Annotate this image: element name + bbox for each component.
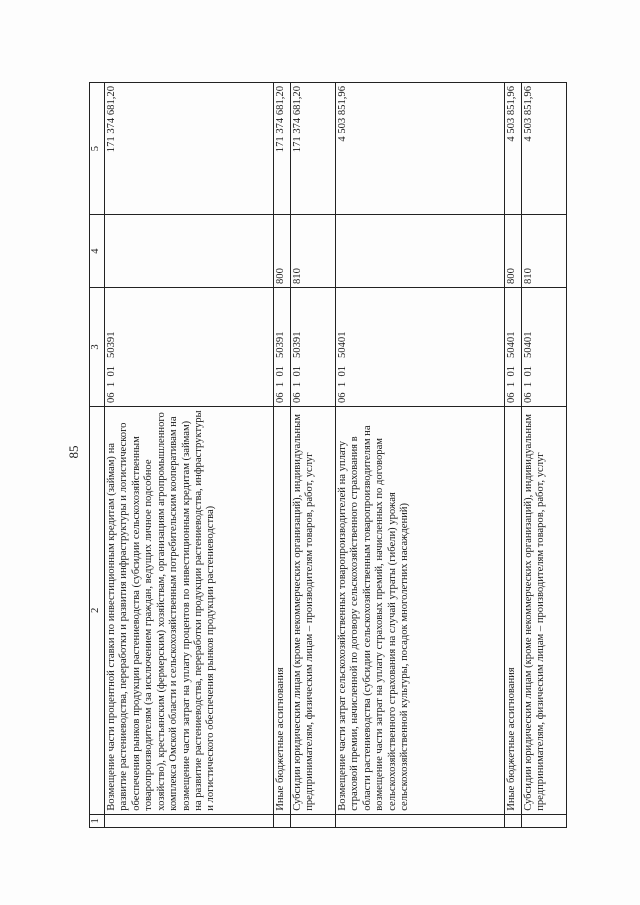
expense-type-cell: 810 <box>291 215 336 288</box>
amount-cell: 171 374 681,20 <box>273 83 290 215</box>
page-number: 85 <box>66 445 81 459</box>
expense-type-cell: 800 <box>273 215 290 288</box>
description-cell: Субсидии юридическим лицам (кроме некоммерческих организаций), индивидуальным предпринимателям, физическим лицам – производителям товаров, работ, услуг <box>291 407 336 815</box>
header-col-5: 5 <box>90 83 105 215</box>
table-row <box>521 83 566 828</box>
expense-type-cell <box>105 215 274 288</box>
row-number-cell <box>105 814 274 827</box>
rotated-document <box>65 72 575 832</box>
header-col-2: 2 <box>90 407 105 815</box>
expense-type-cell <box>336 215 505 288</box>
row-number-cell <box>504 814 521 827</box>
amount-cell: 4 503 851,96 <box>504 83 521 215</box>
budget-table <box>89 82 567 828</box>
table-row <box>336 83 505 828</box>
amount-cell: 171 374 681,20 <box>291 83 336 215</box>
description-cell: Субсидии юридическим лицам (кроме некоммерческих организаций), индивидуальным предпринимателям, физическим лицам – производителям товаров, работ, услуг <box>521 407 566 815</box>
classification-code-cell: 06 1 01 50391 <box>105 288 274 407</box>
classification-code-cell: 06 1 01 50401 <box>504 288 521 407</box>
table-row <box>105 83 274 828</box>
header-col-3: 3 <box>90 288 105 407</box>
classification-code-cell: 06 1 01 50391 <box>273 288 290 407</box>
amount-cell: 4 503 851,96 <box>336 83 505 215</box>
amount-cell: 4 503 851,96 <box>521 83 566 215</box>
row-number-cell <box>291 814 336 827</box>
classification-code-cell: 06 1 01 50401 <box>521 288 566 407</box>
description-cell: Иные бюджетные ассигнования <box>273 407 290 815</box>
expense-type-cell: 800 <box>504 215 521 288</box>
classification-code-cell: 06 1 01 50401 <box>336 288 505 407</box>
amount-cell: 171 374 681,20 <box>105 83 274 215</box>
table-row <box>273 83 290 828</box>
table-row <box>504 83 521 828</box>
description-cell: Иные бюджетные ассигнования <box>504 407 521 815</box>
description-cell: Возмещение части процентной ставки по инвестиционным кредитам (займам) на развитие растениеводства, переработки и развития инфраструктуры и логистического обеспечения рынков продукции растениеводства (субсидии сельскохозяйственным товаропроизводителям (за исключением граждан, ведущих личное подсобное хозяйство), крестьянским (фермерским) хозяйствам, организациям агропромышленного комплекса Омской области и сельскохозяйственным потребительским кооперативам на возмещение части затрат на уплату процентов по инвестиционным кредитам (займам) на развитие растениеводства, переработки продукции растениеводства, инфраструктуры и логистического обеспечения рынков продукции растениеводства) <box>105 407 274 815</box>
row-number-cell <box>521 814 566 827</box>
expense-type-cell: 810 <box>521 215 566 288</box>
description-cell: Возмещение части затрат сельскохозяйственных товаропроизводителей на уплату страховой премии, начисленной по договору сельскохозяйственного страхования в области растениеводства (субсидии сельскохозяйственным товаропроизводителям на возмещение части затрат на уплату страховых премий, начисленных по договорам сельскохозяйственного страхования на случай утраты (гибели) урожая сельскохозяйственной культуры, посадок многолетних насаждений) <box>336 407 505 815</box>
header-row <box>90 83 105 828</box>
header-col-4: 4 <box>90 215 105 288</box>
row-number-cell <box>336 814 505 827</box>
classification-code-cell: 06 1 01 50391 <box>291 288 336 407</box>
header-col-1: 1 <box>90 814 105 827</box>
row-number-cell <box>273 814 290 827</box>
table-row <box>291 83 336 828</box>
